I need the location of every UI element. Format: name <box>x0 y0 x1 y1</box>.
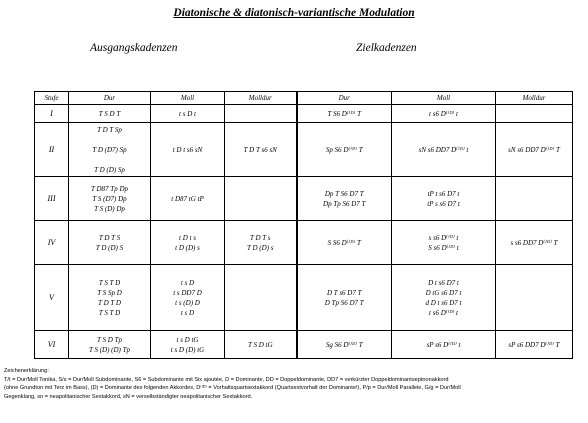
cadence-line: T D T D <box>98 298 121 307</box>
subhead-zielkadenzen: Zielkadenzen <box>356 42 417 54</box>
cadence-line: D tG s6 D7 t <box>425 288 462 297</box>
table-cell <box>151 177 225 221</box>
cadence-line <box>497 293 571 303</box>
cadence-line: d D t s6 D7 t <box>425 298 462 307</box>
cadence-line: T D T s6 sN <box>243 145 277 154</box>
header-molldur-ziel: Molldur <box>496 92 573 105</box>
stufe-cell <box>35 221 69 265</box>
cadence-line: t D t s6 sN <box>172 145 203 154</box>
table-cell <box>496 265 573 331</box>
cadence-line: D Tp S6 D7 T <box>324 298 364 307</box>
table-cell <box>297 331 392 359</box>
cadence-line <box>497 109 571 119</box>
cadence-line: T S (D) (D) Tp <box>88 345 131 354</box>
cadence-line: T S T D <box>98 308 121 317</box>
stufe-label: V <box>49 292 54 302</box>
header-dur-ausgang: Dur <box>69 92 151 105</box>
cadence-line: Dp T S6 D7 T <box>324 189 364 198</box>
cadence-line: s s6 DD7 D⁽⁾ᴰ⁾ T <box>510 238 558 247</box>
table-cell <box>496 331 573 359</box>
cadence-line <box>226 293 295 303</box>
cadence-line: t s6 D⁽⁾ᴰ⁾ t <box>429 109 458 118</box>
table-cell <box>297 265 392 331</box>
cadence-line: sP s6 D⁽⁾ᴰ⁾ t <box>426 340 461 349</box>
stufe-label: IV <box>47 237 56 247</box>
cadence-line <box>226 109 295 119</box>
legend <box>4 367 584 401</box>
table-row <box>35 221 573 265</box>
table-cell <box>496 177 573 221</box>
table-cell <box>225 177 297 221</box>
table-body <box>35 105 573 359</box>
cadence-line: T S (D7) Dp <box>92 194 127 203</box>
modulation-table <box>34 91 573 359</box>
cadence-line: t s D tG <box>176 335 199 344</box>
cadence-line: t D t s <box>179 233 196 242</box>
table-cell <box>69 105 151 123</box>
header-dur-ziel: Dur <box>297 92 392 105</box>
table-cell <box>392 265 496 331</box>
cadence-line: t s D <box>180 278 195 287</box>
cadence-line: T D (D) Sp <box>94 165 125 174</box>
table-cell <box>392 105 496 123</box>
legend-line: T/t = Dur/Moll Tonika, S/s = Dur/Moll Subdominante, S6 = Subdominante mit Six ajoutée, D = Dominante, DD = Doppeldominante, DD7 = verkürzter Doppeldominantseptnonakkord <box>4 376 449 383</box>
header-moll-ziel: Moll <box>392 92 496 105</box>
cadence-line: Sg S6 D⁽⁾ᴰ⁾ T <box>325 340 363 349</box>
cadence-line <box>497 194 571 204</box>
table-cell <box>69 177 151 221</box>
table-cell <box>151 123 225 177</box>
cadence-line: sP s6 DD7 D⁽⁾ᴰ⁾ T <box>508 340 560 349</box>
legend-line: Gegenklang, sn = neapolitanischer Sextakkord, sN = verselbständigter neapolitanischer Sextakkord. <box>4 393 253 400</box>
cadence-line <box>226 194 295 204</box>
cadence-line: t s (D) D <box>175 298 200 307</box>
cadence-line <box>70 155 149 165</box>
stufe-label: VI <box>47 339 56 349</box>
legend-heading: Zeichenerklärung: <box>4 368 49 374</box>
table-cell <box>297 105 392 123</box>
cadence-line: T D (D) S <box>95 243 124 252</box>
stufe-label: II <box>48 144 55 154</box>
cadence-line: T D (D) s <box>246 243 274 252</box>
cadence-line: tP t s6 D7 t <box>427 189 460 198</box>
cadence-line: T S D tG <box>247 340 273 349</box>
table-cell <box>69 221 151 265</box>
cadence-line: t s DD7 D <box>173 288 202 297</box>
cadence-line: t D87 tG tP <box>171 194 204 203</box>
page-title: Diatonische & diatonisch-variantische Modulation <box>173 7 415 19</box>
table-cell <box>225 123 297 177</box>
cadence-line: s s6 D⁽⁾ᴰ⁾ t <box>428 233 459 242</box>
table-cell <box>297 221 392 265</box>
table-cell <box>392 123 496 177</box>
cadence-line: T D87 Tp Dp <box>90 184 129 193</box>
cadence-line: sN s6 DD7 D⁽⁾ᴰ⁾ T <box>508 145 560 154</box>
table-cell <box>392 331 496 359</box>
table-row <box>35 177 573 221</box>
table-cell <box>151 221 225 265</box>
table-cell <box>496 221 573 265</box>
table-row <box>35 265 573 331</box>
header-row <box>35 92 573 105</box>
cadence-line: T D (D7) Sp <box>92 145 127 154</box>
cadence-line: T D T S <box>98 233 121 242</box>
cadence-line: T S6 D⁽⁾ᴰ⁾ T <box>327 109 361 118</box>
stufe-cell <box>35 105 69 123</box>
table-cell <box>225 265 297 331</box>
cadence-line: D t s6 D7 t <box>428 278 459 287</box>
table-row <box>35 331 573 359</box>
cadence-line: tP s s6 D7 t <box>427 199 460 208</box>
table-cell <box>69 331 151 359</box>
table-cell <box>151 265 225 331</box>
cadence-line: t s D <box>180 308 195 317</box>
table-row <box>35 123 573 177</box>
table-cell <box>151 105 225 123</box>
header-moll-ausgang: Moll <box>151 92 225 105</box>
subhead-ausgangskadenzen: Ausgangskadenzen <box>90 42 178 54</box>
cadence-line: S S6 D⁽⁾ᴰ⁾ T <box>327 238 361 247</box>
cadence-line: T S (D) Dp <box>94 204 125 213</box>
stufe-cell <box>35 123 69 177</box>
cadence-line: D T s6 D7 T <box>327 288 362 297</box>
cadence-line: t s D (D) tG <box>170 345 205 354</box>
cadence-line: sN s6 DD7 D⁽⁾ᴰ⁾ t <box>418 145 469 154</box>
table-cell <box>225 331 297 359</box>
cadence-line: T S D T <box>98 109 121 118</box>
cadence-line: T D T s <box>249 233 271 242</box>
stufe-cell <box>35 265 69 331</box>
stufe-cell <box>35 177 69 221</box>
table-cell <box>69 123 151 177</box>
stufe-cell <box>35 331 69 359</box>
cadence-line: T D T Sp <box>97 125 122 134</box>
cadence-line: t D (D) s <box>175 243 200 252</box>
legend-line: (ohne Grundton mit Terz im Bass), (D) = Dominante des folgenden Akkordes, D⁽⁾ᴰ⁾ = Vorhaltsquartsextakkord (Quartsextvorhalt der Dominante!), P/p = Dur/Moll Parallele, G/g = Dur/Moll <box>4 385 461 392</box>
cadence-line: T S D Tp <box>97 335 122 344</box>
table-cell <box>392 177 496 221</box>
cadence-line: S s6 D⁽⁾ᴰ⁾ t <box>428 243 459 252</box>
table-cell <box>297 123 392 177</box>
cadence-line: T S T D <box>98 278 121 287</box>
cadence-line: T S Sp D <box>97 288 122 297</box>
stufe-label: III <box>47 193 56 203</box>
table-cell <box>297 177 392 221</box>
table-cell <box>496 105 573 123</box>
table-cell <box>225 105 297 123</box>
table-row <box>35 105 573 123</box>
table-cell <box>225 221 297 265</box>
header-stufe: Stufe <box>35 92 69 105</box>
header-molldur-ausgang: Molldur <box>225 92 297 105</box>
cadence-line <box>70 135 149 145</box>
table-cell <box>69 265 151 331</box>
table-cell <box>496 123 573 177</box>
table-cell <box>151 331 225 359</box>
stufe-label: I <box>50 108 53 118</box>
cadence-line: Sp S6 D⁽⁾ᴰ⁾ T <box>325 145 363 154</box>
table-cell <box>392 221 496 265</box>
cadence-line: Dp Tp S6 D7 T <box>323 199 366 208</box>
cadence-line: t s6 D⁽⁾ᴰ⁾ t <box>429 308 458 317</box>
cadence-line: t s D t <box>179 109 196 118</box>
